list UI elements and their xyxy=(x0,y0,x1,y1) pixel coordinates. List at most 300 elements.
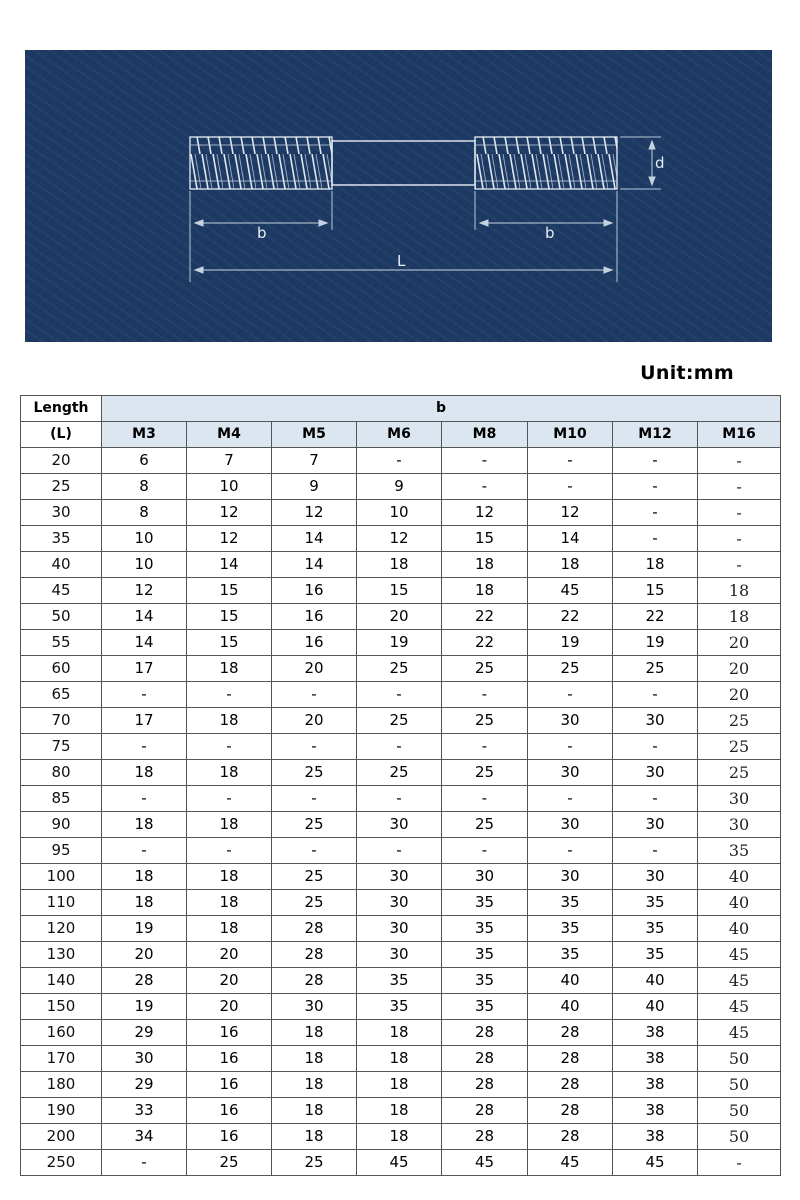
b-value-cell: 30 xyxy=(357,812,442,838)
b-value-cell: - xyxy=(442,448,528,474)
b-value-cell: 17 xyxy=(102,708,187,734)
b-value-cell: 18 xyxy=(613,552,698,578)
b-value-cell: 30 xyxy=(528,812,613,838)
b-value-cell: 35 xyxy=(528,916,613,942)
b-value-cell: 28 xyxy=(528,1072,613,1098)
b-value-cell: 17 xyxy=(102,656,187,682)
b-value-cell: 25 xyxy=(698,734,781,760)
b-value-cell: 25 xyxy=(442,708,528,734)
b-value-cell: 12 xyxy=(442,500,528,526)
b-value-cell: 18 xyxy=(187,708,272,734)
b-value-cell: - xyxy=(528,474,613,500)
b-value-cell: - xyxy=(528,786,613,812)
b-value-cell: 19 xyxy=(357,630,442,656)
b-value-cell: 28 xyxy=(442,1098,528,1124)
size-header-m16: M16 xyxy=(698,422,781,448)
b-value-cell: 25 xyxy=(698,708,781,734)
b-value-cell: 14 xyxy=(272,526,357,552)
length-cell: 160 xyxy=(21,1020,102,1046)
length-header: Length xyxy=(21,396,102,422)
b-value-cell: 25 xyxy=(698,760,781,786)
b-value-cell: 18 xyxy=(187,916,272,942)
b-value-cell: 12 xyxy=(187,526,272,552)
table-row xyxy=(21,474,781,500)
b-value-cell: - xyxy=(613,838,698,864)
b-value-cell: - xyxy=(187,838,272,864)
b-value-cell: 25 xyxy=(613,656,698,682)
dim-label-diameter: d xyxy=(655,154,665,172)
b-value-cell: 22 xyxy=(442,630,528,656)
b-value-cell: 35 xyxy=(613,916,698,942)
b-value-cell: 10 xyxy=(187,474,272,500)
table-row xyxy=(21,1150,781,1176)
b-value-cell: 12 xyxy=(187,500,272,526)
b-value-cell: 20 xyxy=(698,656,781,682)
size-header-m4: M4 xyxy=(187,422,272,448)
b-value-cell: - xyxy=(357,682,442,708)
b-value-cell: 18 xyxy=(698,604,781,630)
dim-label-length: L xyxy=(397,252,406,270)
b-value-cell: - xyxy=(613,474,698,500)
b-value-cell: - xyxy=(698,526,781,552)
table-row xyxy=(21,578,781,604)
b-value-cell: 30 xyxy=(357,942,442,968)
b-value-cell: 20 xyxy=(698,630,781,656)
b-value-cell: - xyxy=(442,682,528,708)
b-value-cell: - xyxy=(442,474,528,500)
b-value-cell: 30 xyxy=(357,916,442,942)
b-value-cell: 18 xyxy=(272,1020,357,1046)
b-value-cell: 28 xyxy=(528,1098,613,1124)
table-row xyxy=(21,942,781,968)
b-value-cell: - xyxy=(357,448,442,474)
b-value-cell: 35 xyxy=(442,994,528,1020)
b-value-cell: 30 xyxy=(698,786,781,812)
length-cell: 140 xyxy=(21,968,102,994)
b-value-cell: 18 xyxy=(442,578,528,604)
length-cell: 170 xyxy=(21,1046,102,1072)
b-value-cell: - xyxy=(613,526,698,552)
length-cell: 60 xyxy=(21,656,102,682)
b-value-cell: 28 xyxy=(272,942,357,968)
b-value-cell: 19 xyxy=(528,630,613,656)
length-cell: 100 xyxy=(21,864,102,890)
b-value-cell: 28 xyxy=(528,1020,613,1046)
b-value-cell: 20 xyxy=(187,942,272,968)
b-value-cell: 18 xyxy=(357,552,442,578)
b-value-cell: 20 xyxy=(102,942,187,968)
b-value-cell: 19 xyxy=(613,630,698,656)
b-value-cell: 12 xyxy=(528,500,613,526)
b-value-cell: 14 xyxy=(102,630,187,656)
table-row xyxy=(21,656,781,682)
b-value-cell: 29 xyxy=(102,1072,187,1098)
b-value-cell: 16 xyxy=(272,630,357,656)
b-value-cell: 30 xyxy=(613,708,698,734)
left-thread xyxy=(190,137,332,189)
b-value-cell: 8 xyxy=(102,500,187,526)
b-value-cell: 33 xyxy=(102,1098,187,1124)
b-value-cell: 38 xyxy=(613,1124,698,1150)
table-body xyxy=(21,448,781,1176)
b-value-cell: 18 xyxy=(187,760,272,786)
b-value-cell: 30 xyxy=(357,864,442,890)
length-cell: 70 xyxy=(21,708,102,734)
b-value-cell: 18 xyxy=(272,1046,357,1072)
b-value-cell: 19 xyxy=(102,994,187,1020)
b-value-cell: 40 xyxy=(613,994,698,1020)
b-value-cell: 50 xyxy=(698,1072,781,1098)
b-value-cell: 18 xyxy=(102,864,187,890)
b-value-cell: 28 xyxy=(102,968,187,994)
b-value-cell: 35 xyxy=(528,890,613,916)
b-value-cell: 35 xyxy=(528,942,613,968)
b-value-cell: 28 xyxy=(528,1124,613,1150)
b-value-cell: 40 xyxy=(613,968,698,994)
b-value-cell: 50 xyxy=(698,1124,781,1150)
b-value-cell: 35 xyxy=(442,916,528,942)
b-value-cell: 35 xyxy=(442,942,528,968)
length-cell: 95 xyxy=(21,838,102,864)
b-value-cell: 16 xyxy=(187,1098,272,1124)
b-value-cell: 18 xyxy=(357,1020,442,1046)
b-value-cell: - xyxy=(613,682,698,708)
b-value-cell: 45 xyxy=(357,1150,442,1176)
length-unit-header: (L) xyxy=(21,422,102,448)
table-row xyxy=(21,968,781,994)
b-value-cell: 40 xyxy=(528,968,613,994)
b-value-cell: 25 xyxy=(187,1150,272,1176)
b-value-cell: - xyxy=(272,682,357,708)
b-value-cell: 45 xyxy=(698,968,781,994)
b-value-cell: 30 xyxy=(613,812,698,838)
b-value-cell: - xyxy=(528,448,613,474)
b-value-cell: 38 xyxy=(613,1098,698,1124)
size-header-m3: M3 xyxy=(102,422,187,448)
b-value-cell: 45 xyxy=(613,1150,698,1176)
b-value-cell: 14 xyxy=(528,526,613,552)
b-value-cell: 18 xyxy=(187,812,272,838)
b-value-cell: 18 xyxy=(272,1072,357,1098)
b-value-cell: 35 xyxy=(442,890,528,916)
table-row xyxy=(21,786,781,812)
b-value-cell: 25 xyxy=(357,760,442,786)
table-row xyxy=(21,1072,781,1098)
b-value-cell: - xyxy=(272,786,357,812)
b-value-cell: 18 xyxy=(357,1098,442,1124)
b-value-cell: 28 xyxy=(442,1124,528,1150)
b-value-cell: 40 xyxy=(698,864,781,890)
b-value-cell: 20 xyxy=(187,968,272,994)
table-row xyxy=(21,760,781,786)
size-header-row xyxy=(21,422,781,448)
shank xyxy=(332,141,475,185)
b-value-cell: - xyxy=(698,1150,781,1176)
b-value-cell: 18 xyxy=(357,1072,442,1098)
right-thread xyxy=(475,137,617,189)
table-row xyxy=(21,734,781,760)
b-value-cell: 15 xyxy=(442,526,528,552)
stud-bolt-diagram xyxy=(25,50,772,342)
length-cell: 30 xyxy=(21,500,102,526)
size-header-m10: M10 xyxy=(528,422,613,448)
table-row xyxy=(21,1124,781,1150)
b-value-cell: - xyxy=(698,448,781,474)
b-value-cell: 28 xyxy=(272,968,357,994)
stud-bolt-drawing xyxy=(25,50,772,342)
b-value-cell: 30 xyxy=(528,864,613,890)
b-value-cell: - xyxy=(442,838,528,864)
length-cell: 250 xyxy=(21,1150,102,1176)
b-value-cell: 25 xyxy=(272,760,357,786)
b-value-cell: 18 xyxy=(272,1098,357,1124)
b-value-cell: 35 xyxy=(357,994,442,1020)
b-value-cell: - xyxy=(698,500,781,526)
b-value-cell: 19 xyxy=(102,916,187,942)
spec-table xyxy=(20,395,781,1176)
table-row xyxy=(21,630,781,656)
length-cell: 130 xyxy=(21,942,102,968)
b-value-cell: 18 xyxy=(102,890,187,916)
b-value-cell: 30 xyxy=(102,1046,187,1072)
b-value-cell: 38 xyxy=(613,1072,698,1098)
b-value-cell: 28 xyxy=(442,1020,528,1046)
b-value-cell: 30 xyxy=(613,864,698,890)
b-value-cell: - xyxy=(613,448,698,474)
b-value-cell: 12 xyxy=(357,526,442,552)
b-value-cell: 18 xyxy=(187,890,272,916)
length-cell: 85 xyxy=(21,786,102,812)
b-group-header: b xyxy=(102,396,781,422)
length-cell: 75 xyxy=(21,734,102,760)
b-value-cell: 18 xyxy=(357,1046,442,1072)
b-value-cell: 22 xyxy=(613,604,698,630)
b-value-cell: - xyxy=(102,786,187,812)
table-row xyxy=(21,526,781,552)
b-value-cell: - xyxy=(187,682,272,708)
b-value-cell: 45 xyxy=(698,994,781,1020)
length-cell: 120 xyxy=(21,916,102,942)
b-value-cell: 15 xyxy=(187,604,272,630)
b-value-cell: 18 xyxy=(187,656,272,682)
b-value-cell: 22 xyxy=(442,604,528,630)
b-value-cell: 16 xyxy=(187,1046,272,1072)
table-row xyxy=(21,812,781,838)
b-value-cell: 16 xyxy=(272,604,357,630)
b-value-cell: 25 xyxy=(272,812,357,838)
unit-label: Unit:mm xyxy=(640,362,734,384)
table-row xyxy=(21,890,781,916)
b-value-cell: 30 xyxy=(442,864,528,890)
b-value-cell: 29 xyxy=(102,1020,187,1046)
b-value-cell: - xyxy=(613,734,698,760)
b-value-cell: 15 xyxy=(187,630,272,656)
table-row xyxy=(21,552,781,578)
table-row xyxy=(21,864,781,890)
b-value-cell: - xyxy=(187,734,272,760)
b-value-cell: 38 xyxy=(613,1020,698,1046)
table-row xyxy=(21,1046,781,1072)
length-cell: 35 xyxy=(21,526,102,552)
length-cell: 25 xyxy=(21,474,102,500)
b-value-cell: 18 xyxy=(528,552,613,578)
b-value-cell: 9 xyxy=(357,474,442,500)
table-row xyxy=(21,604,781,630)
b-value-cell: 10 xyxy=(102,552,187,578)
table-row xyxy=(21,838,781,864)
length-cell: 40 xyxy=(21,552,102,578)
b-value-cell: 20 xyxy=(272,656,357,682)
table-row xyxy=(21,708,781,734)
b-value-cell: - xyxy=(442,734,528,760)
size-header-m5: M5 xyxy=(272,422,357,448)
b-value-cell: 18 xyxy=(698,578,781,604)
b-value-cell: - xyxy=(102,838,187,864)
b-value-cell: 25 xyxy=(272,890,357,916)
b-value-cell: 15 xyxy=(613,578,698,604)
b-value-cell: 18 xyxy=(272,1124,357,1150)
b-value-cell: 20 xyxy=(357,604,442,630)
b-value-cell: 18 xyxy=(102,812,187,838)
b-value-cell: 25 xyxy=(528,656,613,682)
b-value-cell: - xyxy=(698,552,781,578)
b-value-cell: 40 xyxy=(698,890,781,916)
b-value-cell: 25 xyxy=(272,864,357,890)
b-value-cell: 16 xyxy=(187,1020,272,1046)
b-value-cell: 14 xyxy=(272,552,357,578)
b-value-cell: 45 xyxy=(698,942,781,968)
b-value-cell: 28 xyxy=(528,1046,613,1072)
b-value-cell: 45 xyxy=(528,578,613,604)
b-value-cell: 35 xyxy=(442,968,528,994)
dim-label-b-left: b xyxy=(257,224,267,242)
length-cell: 150 xyxy=(21,994,102,1020)
b-value-cell: 18 xyxy=(442,552,528,578)
b-value-cell: - xyxy=(357,786,442,812)
b-value-cell: 16 xyxy=(187,1072,272,1098)
b-value-cell: 20 xyxy=(187,994,272,1020)
length-cell: 90 xyxy=(21,812,102,838)
b-value-cell: 18 xyxy=(187,864,272,890)
b-value-cell: - xyxy=(613,500,698,526)
table-row xyxy=(21,500,781,526)
b-value-cell: 30 xyxy=(528,760,613,786)
length-cell: 20 xyxy=(21,448,102,474)
b-value-cell: 30 xyxy=(613,760,698,786)
b-value-cell: - xyxy=(357,734,442,760)
b-value-cell: - xyxy=(528,682,613,708)
b-value-cell: 25 xyxy=(357,708,442,734)
b-value-cell: - xyxy=(102,1150,187,1176)
b-value-cell: 20 xyxy=(698,682,781,708)
b-value-cell: 30 xyxy=(698,812,781,838)
b-value-cell: 35 xyxy=(613,890,698,916)
b-value-cell: - xyxy=(528,734,613,760)
b-value-cell: 35 xyxy=(613,942,698,968)
b-value-cell: - xyxy=(442,786,528,812)
b-value-cell: 18 xyxy=(357,1124,442,1150)
b-value-cell: 45 xyxy=(442,1150,528,1176)
table-row xyxy=(21,1020,781,1046)
b-value-cell: 50 xyxy=(698,1046,781,1072)
b-value-cell: 28 xyxy=(442,1072,528,1098)
table-row xyxy=(21,448,781,474)
b-value-cell: 35 xyxy=(698,838,781,864)
b-value-cell: - xyxy=(357,838,442,864)
b-value-cell: 25 xyxy=(442,812,528,838)
table-row xyxy=(21,1098,781,1124)
b-value-cell: 7 xyxy=(272,448,357,474)
b-value-cell: - xyxy=(528,838,613,864)
length-cell: 55 xyxy=(21,630,102,656)
b-value-cell: 40 xyxy=(528,994,613,1020)
size-header-m6: M6 xyxy=(357,422,442,448)
b-value-cell: 9 xyxy=(272,474,357,500)
b-value-cell: 38 xyxy=(613,1046,698,1072)
b-value-cell: - xyxy=(272,734,357,760)
b-value-cell: - xyxy=(102,682,187,708)
b-value-cell: 6 xyxy=(102,448,187,474)
length-cell: 200 xyxy=(21,1124,102,1150)
b-value-cell: - xyxy=(102,734,187,760)
b-value-cell: 30 xyxy=(357,890,442,916)
b-value-cell: 40 xyxy=(698,916,781,942)
b-value-cell: 14 xyxy=(102,604,187,630)
length-cell: 45 xyxy=(21,578,102,604)
b-value-cell: 28 xyxy=(442,1046,528,1072)
size-header-m8: M8 xyxy=(442,422,528,448)
b-value-cell: 12 xyxy=(272,500,357,526)
length-cell: 80 xyxy=(21,760,102,786)
b-value-cell: 12 xyxy=(102,578,187,604)
b-value-cell: 22 xyxy=(528,604,613,630)
b-value-cell: 30 xyxy=(528,708,613,734)
b-value-cell: 20 xyxy=(272,708,357,734)
b-value-cell: 35 xyxy=(357,968,442,994)
length-cell: 50 xyxy=(21,604,102,630)
b-value-cell: 7 xyxy=(187,448,272,474)
b-value-cell: - xyxy=(272,838,357,864)
b-value-cell: 25 xyxy=(442,656,528,682)
b-value-cell: 15 xyxy=(187,578,272,604)
length-cell: 180 xyxy=(21,1072,102,1098)
table-row xyxy=(21,916,781,942)
b-value-cell: - xyxy=(613,786,698,812)
length-cell: 110 xyxy=(21,890,102,916)
b-value-cell: 8 xyxy=(102,474,187,500)
b-value-cell: 45 xyxy=(528,1150,613,1176)
b-value-cell: 25 xyxy=(442,760,528,786)
b-value-cell: 18 xyxy=(102,760,187,786)
b-value-cell: 10 xyxy=(102,526,187,552)
b-value-cell: - xyxy=(187,786,272,812)
b-value-cell: 30 xyxy=(272,994,357,1020)
size-header-m12: M12 xyxy=(613,422,698,448)
b-value-cell: 34 xyxy=(102,1124,187,1150)
b-value-cell: 50 xyxy=(698,1098,781,1124)
b-value-cell: 25 xyxy=(272,1150,357,1176)
b-value-cell: 25 xyxy=(357,656,442,682)
length-cell: 65 xyxy=(21,682,102,708)
table-row xyxy=(21,994,781,1020)
dim-label-b-right: b xyxy=(545,224,555,242)
b-value-cell: - xyxy=(698,474,781,500)
b-value-cell: 16 xyxy=(187,1124,272,1150)
b-value-cell: 28 xyxy=(272,916,357,942)
table-row xyxy=(21,682,781,708)
length-cell: 190 xyxy=(21,1098,102,1124)
b-value-cell: 10 xyxy=(357,500,442,526)
